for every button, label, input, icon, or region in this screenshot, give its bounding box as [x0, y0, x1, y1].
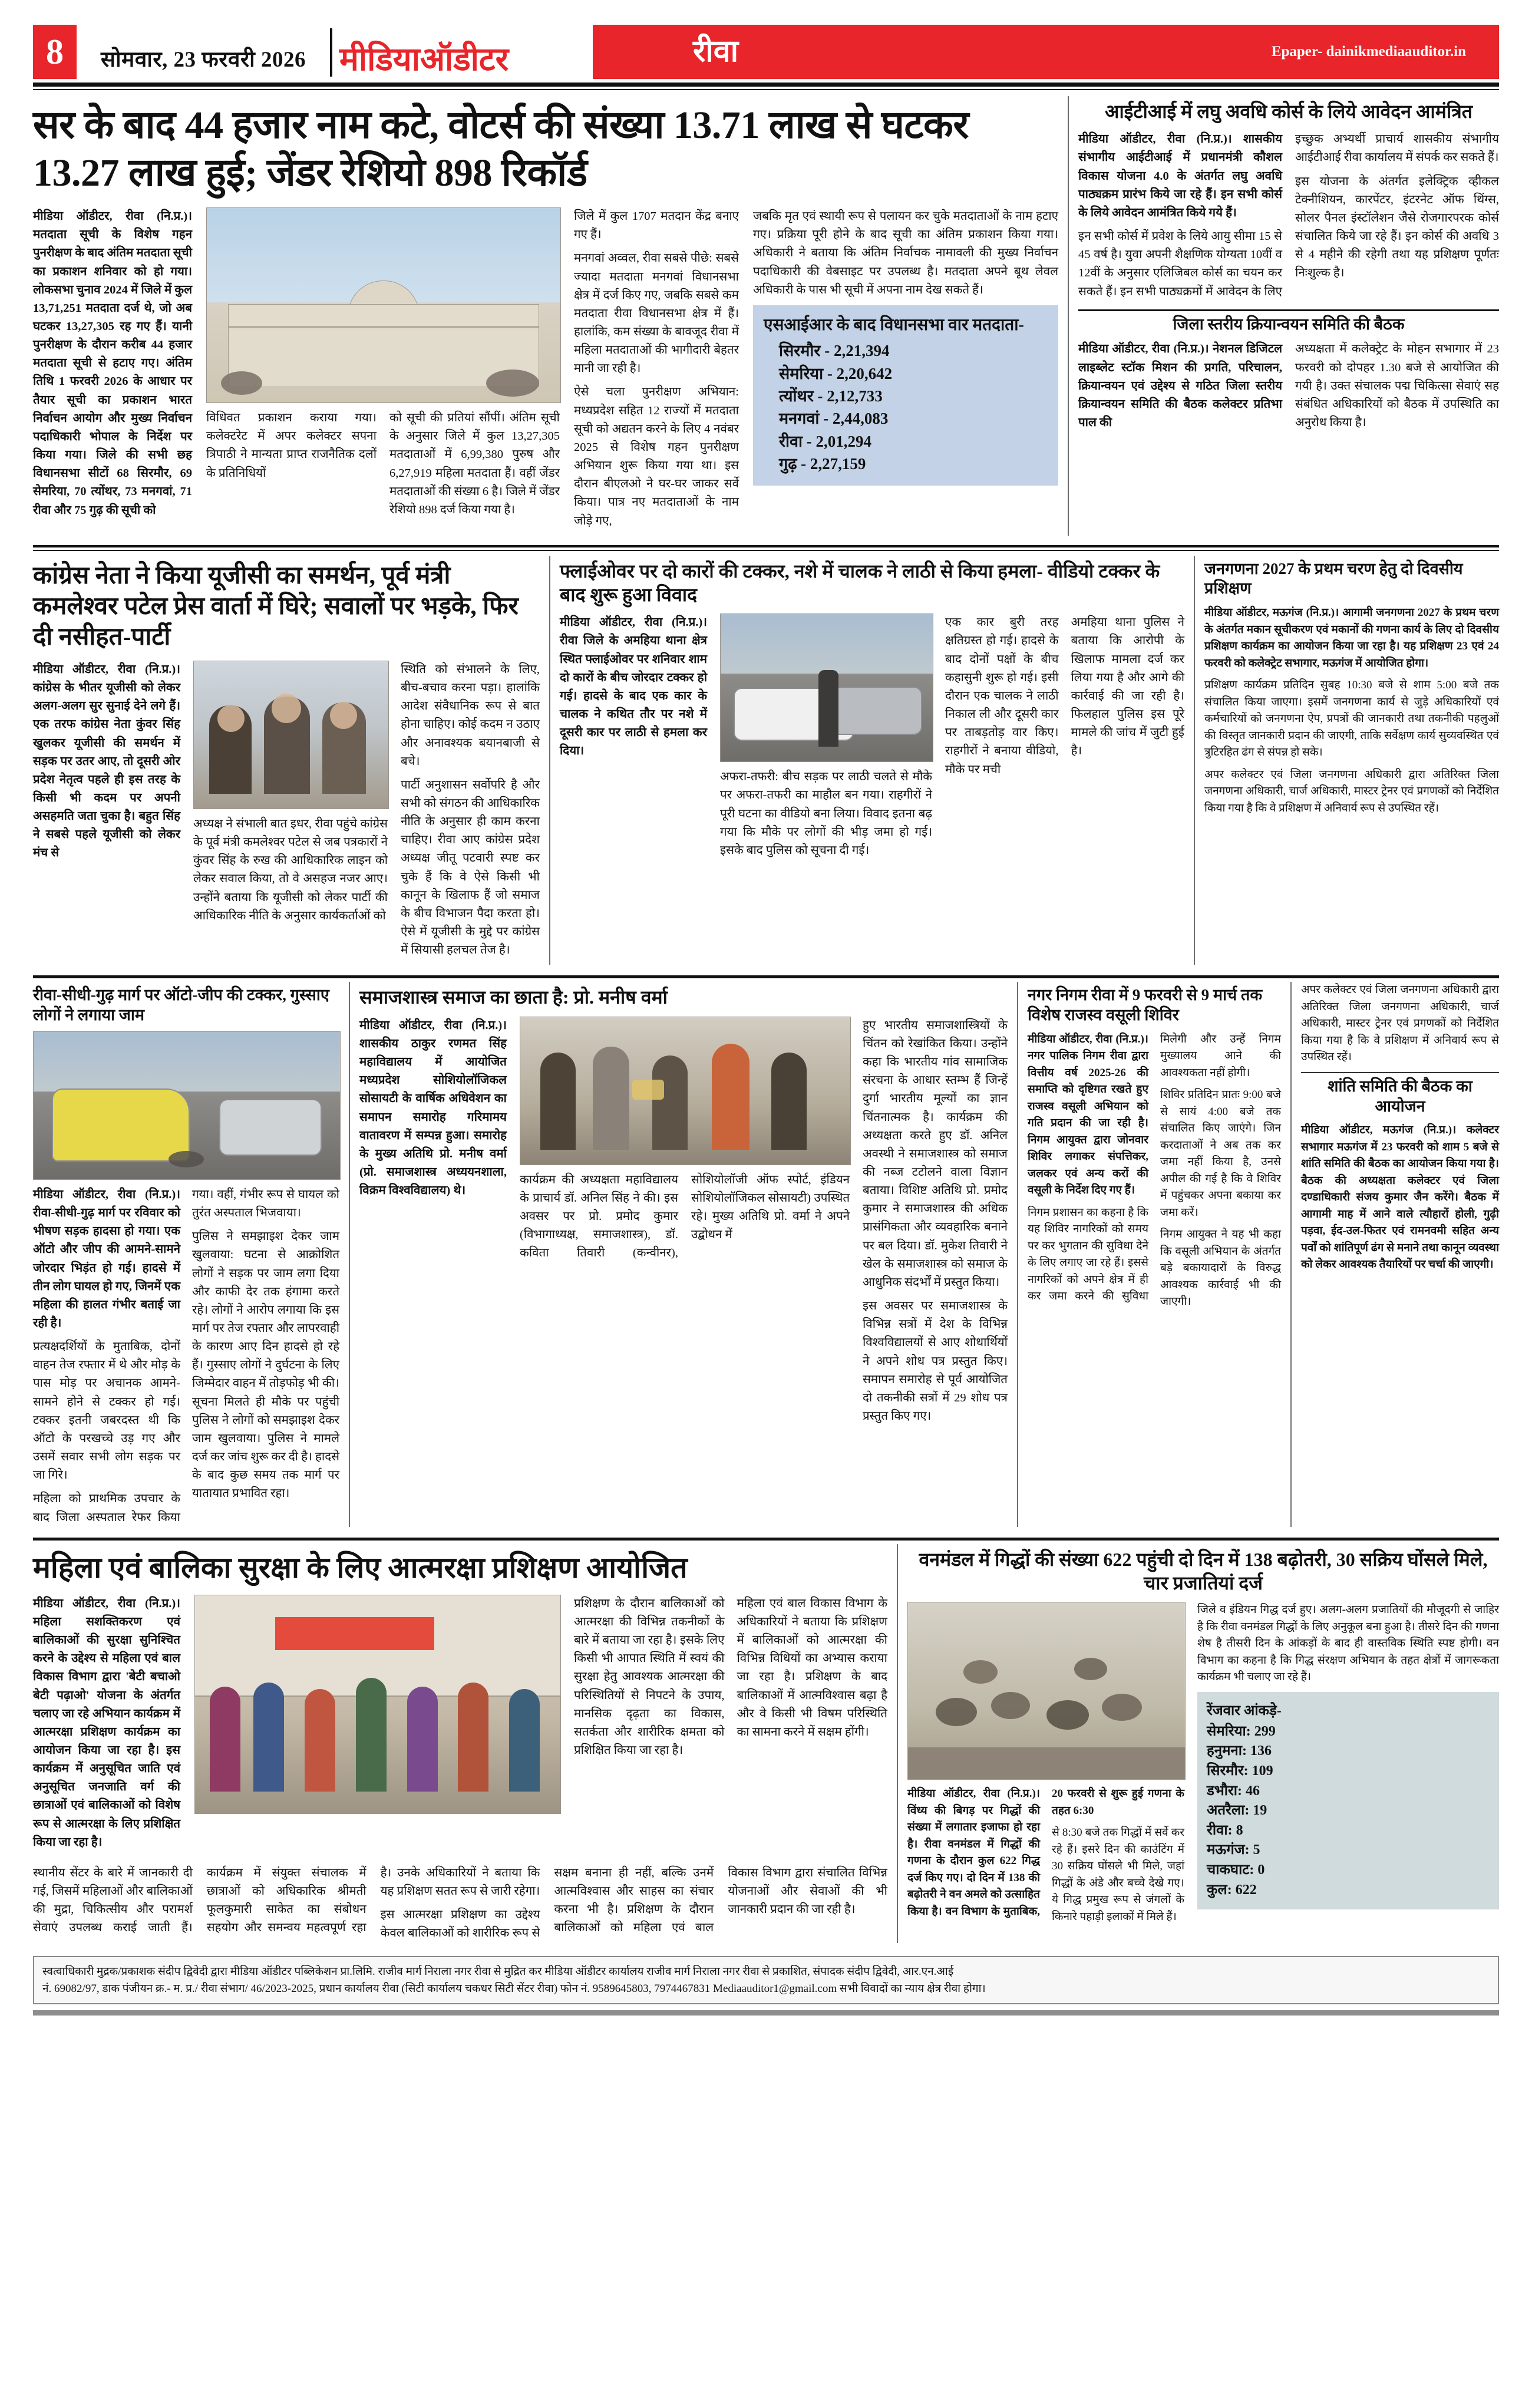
iti-headline: आईटीआई में लघु अवधि कोर्स के लिये आवेदन आमंत्रित	[1104, 101, 1473, 122]
autojeep-headline: रीवा-सीधी-गुढ़ मार्ग पर ऑटो-जीप की टक्कर, गुस्साए लोगों ने लगाया जाम	[33, 986, 329, 1024]
vulture-box-title: रेंजवार आंकड़े-	[1207, 1703, 1282, 1718]
iti-para-2: इस योजना के अंतर्गत इलेक्ट्रिक व्हीकल टेक्नीशियन, कारपेंटर, इंटरनेट ऑफ थिंग्स, सोलर पैनल इंस्टॉलेशन जैसे रोजगारपरक कोर्स संचालित किये जा रहे हैं। इन कोर्स की अवधि 3 से 4 महीने की रहेगी तथा यह प्रशिक्षण पूर्णतः निःशुल्क है।	[1295, 174, 1499, 280]
debris	[169, 1151, 204, 1167]
guest-2	[593, 1047, 629, 1150]
lead-para-1: विधिवत प्रकाशन कराया गया। कलेक्टरेट में अपर कलेक्टर सपना त्रिपाठी ने मान्यता प्राप्त राजनैतिक दलों के प्रतिनिधियों	[206, 411, 377, 480]
face-2	[272, 694, 301, 723]
sir-data-box	[753, 305, 1058, 486]
column-separator-4	[349, 982, 350, 1526]
sir-row-1: सेमरिया - 2,20,642	[779, 364, 893, 382]
congress-para-3: पार्टी अनुशासन सर्वोपरि है और सभी को संगठन की आधिकारिक नीति के अनुसार ही काम करना चाहिए। रीवा आए कांग्रेस प्रदेश अध्यक्ष जीतू पटवारी स्पष्ट कर चुके हैं कि वे ऐसे किसी भी कानून के खिलाफ हैं जो समाज के बीच विभाजन पैदा करता हो। ऐसे में यूजीसी के मुद्दे पर कांग्रेस में सियासी हलचल तेज है।	[401, 778, 540, 957]
vulture-para-2: जिले व इंडियन गिद्ध दर्ज हुए। अलग-अलग प्रजातियों की मौजूदगी से जाहिर है कि रीवा वनमंडल गिद्धों के लिए अनुकूल बना हुआ है। तीसरे दिन की गणना शेष है तीसरी दिन के आंकड़ों के बाद ही वास्तविक स्थिति स्पष्ट होगी। वन विभाग का कहना है कि गिद्ध संरक्षण अभियान के तहत क्षेत्रों में जागरूकता कार्यक्रम भी चलाए जा रहे हैं।	[1197, 1604, 1499, 1684]
vulture-row-2: सिरमौर: 109	[1207, 1763, 1273, 1779]
bystander	[818, 670, 838, 747]
committee-para-1: अध्यक्षता में कलेक्ट्रेट के मोहन सभागार में 23 फरवरी को दोपहर 1.30 बजे से आयोजित की गयी है। उक्त संचालक पद्म चिकित्सा सेवाएं सह संबंधित अधिकारियों को बैठक में उपस्थिति का अनुरोध किया है।	[1295, 342, 1499, 430]
selfdefense-bottom-cols	[33, 1864, 887, 1943]
selfdefense-headline: महिला एवं बालिका सुरक्षा के लिए आत्मरक्षा प्रशिक्षण आयोजित	[33, 1551, 688, 1584]
lead-story	[33, 96, 1058, 536]
face-3	[330, 702, 357, 729]
sir-row-0: सिरमौर - 2,21,394	[779, 342, 890, 360]
vulture-5	[963, 1660, 998, 1684]
census-body	[1204, 605, 1499, 817]
column-separator-7	[897, 1544, 898, 1943]
congress-col-2	[193, 815, 388, 925]
participant-6	[458, 1683, 488, 1792]
vulture-row-8: कुल: 622	[1207, 1882, 1257, 1898]
nagarnigam-para-3: निगम आयुक्त ने यह भी कहा कि वसूली अभियान के अंतर्गत बड़े बकायादारों के विरुद्ध आवश्यक कार्रवाई भी की जाएगी।	[1160, 1228, 1281, 1308]
sir-row-4: रीवा - 2,01,294	[779, 432, 872, 450]
vulture-row-3: डभौरा: 46	[1207, 1783, 1260, 1799]
column-separator-6	[1290, 982, 1292, 1526]
autojeep-story	[33, 982, 339, 1526]
sir-row-2: त्योंथर - 2,12,733	[779, 387, 883, 405]
sociology-col-3	[863, 1017, 1008, 1431]
guest-1	[540, 1053, 576, 1150]
banner	[275, 1617, 434, 1650]
vulture-para-0: मीडिया ऑडीटर, रीवा (नि.प्र.)। विंध्य की बिगड़ पर गिद्धों की संख्या में लगातार इजाफा हो रहा है। रीवा वनमंडल में गिद्धों की गणना के दौरान कुल 622 गिद्ध दर्ज किए गए। दो दिन में 138 की बढ़ोतरी ने वन अमले को उत्साहित किया है। वन विभाग के मुताबिक, 20 फरवरी से शुरू हुई गणना के तहत 6:30	[907, 1787, 1184, 1918]
face-1	[217, 705, 245, 732]
flyover-photo	[720, 613, 933, 762]
vulture-2	[991, 1692, 1030, 1719]
peace-committee-headline: शांति समिति की बैठक का आयोजन	[1328, 1077, 1472, 1115]
selfdefense-col-3	[574, 1595, 887, 1857]
column-separator-3	[1194, 556, 1195, 965]
census-continued	[1301, 982, 1499, 1066]
vulture-row-7: चाकघाट: 0	[1207, 1862, 1265, 1878]
selfdefense-col-1	[33, 1595, 180, 1857]
congress-para-0: मीडिया ऑडीटर, रीवा (नि.प्र.)। कांग्रेस के भीतर यूजीसी को लेकर अलग-अलग सुर सुनाई देने लगे हैं। एक तरफ कांग्रेस नेता कुंवर सिंह खुलकर यूजीसी की समर्थन में सड़क पर उतर आए, तो दूसरी ओर प्रदेश नेतृत्व पहले ही इस तरह के किसी भी कदम पर अपनी असहमति जता चुका है। बहुत सिंह ने सबसे पहले यूजीसी को लेकर मंच से	[33, 662, 180, 860]
congress-headline: कांग्रेस नेता ने किया यूजीसी का समर्थन, पूर्व मंत्री कमलेश्वर पटेल प्रेस वार्ता में घिरे; सवालों पर भड़के, फिर दी नसीहत-पार्टी	[33, 562, 519, 651]
census-para-1: प्रशिक्षण कार्यक्रम प्रतिदिन सुबह 10:30 बजे से शाम 5:00 बजे तक संचालित किया जाएगा। इसमें जनगणना कार्य से जुड़े अधिकारियों एवं कर्मचारियों को जनगणना ऐप, प्रपत्रों की जानकारी तथा तकनीकी पहलुओं की विस्तृत जानकारी प्रदान की जाएगी, ताकि सर्वेक्षण कार्य सुव्यवस्थित एवं त्रुटिरहित ढंग से संपन्न हो सके।	[1204, 679, 1499, 759]
masthead-divider	[330, 28, 332, 77]
vulture-body-right	[1197, 1602, 1499, 1686]
imprint-line-2: नं. 69082/97, डाक पंजीयन क्र.- म. प्र./ रीवा संभाग/ 46/2023-2025, प्रधान कार्यालय रीवा (सिटी कार्यालय चकधर सिटी सेंटर रीवा) फोन नं. 9589645803, 7974467831 Mediaauditor1@gmail.com सभी विवादों का न्याय क्षेत्र रीवा होगा।	[42, 1982, 986, 1995]
foreground-shrub-1	[221, 371, 262, 395]
autojeep-para-3: महिला को प्राथमिक उपचार के बाद जिला अस्पताल रेफर किया गया। वहीं, गंभीर रूप से घायल को तुरंत अस्पताल भिजवाया।	[33, 1187, 339, 1524]
participant-4	[356, 1678, 387, 1791]
vulture-data-box	[1197, 1692, 1499, 1909]
nagarnigam-para-1: निगम प्रशासन का कहना है कि यह शिविर नागरिकों को समय पर कर भुगतान की सुविधा देने के लिए लगाए जा रहे हैं। इससे नागरिकों को अपने क्षेत्र में ही कर जमा करने की सुविधा मिलेगी और उन्हें निगम मुख्यालय आने की आवश्यकता नहीं होगी।	[1028, 1033, 1281, 1303]
congress-photo	[193, 661, 389, 809]
foreground-shrub-2	[486, 370, 539, 397]
participant-5	[407, 1687, 438, 1792]
peace-committee-body	[1301, 1122, 1499, 1274]
lead-para-5: ऐसे चला पुनरीक्षण अभियान: मध्यप्रदेश सहित 12 राज्यों में मतदाता सूची को अद्यतन करने के लिए 4 नवंबर 2025 से विशेष गहन पुनरीक्षण अभियान शुरू किया गया था। इस दौरान बीएलओ ने घर-घर जाकर सर्वे किया। पात्र नए मतदाताओं के नाम जोड़े गए,	[574, 385, 739, 527]
band-rule-2	[33, 975, 1499, 978]
auto-yellow	[52, 1088, 190, 1162]
flyover-col-2	[720, 768, 932, 860]
page-number: 8	[33, 25, 77, 79]
iti-para-0: मीडिया ऑडीटर, रीवा (नि.प्र.)। शासकीय संभागीय आईटीआई में प्रधानमंत्री कौशल विकास योजना 4.0 के अंतर्गत लघु अवधि पाठ्यक्रम प्रारंभ किये जा रहे हैं। इन सभी कोर्स के लिये आवेदन आमंत्रित किये गये हैं।	[1078, 133, 1282, 219]
flyover-col-3	[945, 613, 1184, 865]
nagarnigam-story	[1028, 982, 1281, 1526]
jeep	[219, 1099, 322, 1156]
vulture-row-5: रीवा: 8	[1207, 1822, 1243, 1838]
committee-body	[1078, 340, 1499, 437]
congress-para-1: अध्यक्ष ने संभाली बात इधर, रीवा पहुंचे कांग्रेस के पूर्व मंत्री कमलेश्वर पटेल से जब पत्रकारों ने कुंवर सिंह के रुख की आधिकारिक लाइन को लेकर सवाल किया, तो वे असहज नजर आए। उन्होंने बताया कि यूजीसी को लेकर पार्टी की आधिकारिक नीति के अनुसार कार्यकर्ताओं को	[193, 817, 388, 922]
census-para-2: अपर कलेक्टर एवं जिला जनगणना अधिकारी द्वारा अतिरिक्त जिला जनगणना अधिकारी, चार्ज अधिकारी, मास्टर ट्रेनर एवं प्रगणकों को निर्देशित किया गया है कि वे प्रशिक्षण में अनिवार्य रूप से उपस्थित रहें।	[1204, 768, 1499, 814]
nagarnigam-para-0: मीडिया ऑडीटर, रीवा (नि.प्र.)। नगर पालिक निगम रीवा द्वारा वित्तीय वर्ष 2025-26 की समाप्ति को दृष्टिगत रखते हुए राजस्व वसूली अभियान को गति प्रदान की जा रही है। निगम आयुक्त द्वारा जोनवार शिविर लगाकर संपत्तिकर, जलकर एवं अन्य करों की वसूली के निर्देश दिए गए हैं।	[1028, 1033, 1148, 1197]
lead-para-6: जबकि मृत एवं स्थायी रूप से पलायन कर चुके मतदाताओं के नाम हटाए गए। प्रक्रिया पूरी होने के बाद सूची का अंतिम प्रकाशन किया गया। अधिकारी ने बताया कि अंतिम निर्वाचक नामावली की मुख्य निर्वाचन पदाधिकारी की वेबसाइट पर उपलब्ध है। मतदाता अपने बूथ लेवल अधिकारी के पास भी सूची में अपना नाम देख सकते हैं।	[753, 210, 1058, 296]
autojeep-para-1: प्रत्यक्षदर्शियों के मुताबिक, दोनों वाहन तेज रफ्तार में थे और मोड़ के पास मोड़ पर अचानक आमने-सामने होने से टक्कर हो गई। टक्कर इतनी जबरदस्त थी कि ऑटो के परखच्चे उड़ गए और उसमें सवार सभी लोग सड़क पर जा गिरे।	[33, 1340, 180, 1482]
sociology-col-2	[520, 1171, 850, 1263]
vulture-row-4: अतरैला: 19	[1207, 1803, 1267, 1819]
rule-iti-committee	[1078, 309, 1499, 311]
lead-para-0: मीडिया ऑडीटर, रीवा (नि.प्र.)। मतदाता सूची के विशेष गहन पुनरीक्षण के बाद अंतिम मतदाता सूची का प्रकाशन शनिवार को हो गया। लोकसभा चुनाव 2024 में जिले में कुल 13,71,251 मतदाता दर्ज थे, जो अब घटकर 13,27,305 रह गए हैं। यानी पुनरीक्षण के दौरान करीब 44 हजार मतदाता सूची से हटाए गए। अंतिम तिथि 1 फरवरी 2026 के आधार पर तैयार सूची का प्रकाशन भारत निर्वाचन आयोग और मुख्य निर्वाचन पदाधिकारी भोपाल के निर्देश पर किया गया। जिले की सभी छह विधानसभा सीटों 68 सिरमौर, 69 सेमरिया, 70 त्योंथर, 73 मनगवां, 71 रीवा और 75 गुढ़ की सूची को	[33, 210, 192, 517]
autojeep-para-0: मीडिया ऑडीटर, रीवा (नि.प्र.)। रीवा-सीधी-गुढ़ मार्ग पर रविवार को भीषण सड़क हादसा हो गया। एक ऑटो और जीप की आमने-सामने जोरदार भिड़ंत हो गई। हादसे में तीन लोग घायल हो गए, जिनमें एक महिला की हालत गंभीर बताई जा रही है।	[33, 1187, 180, 1330]
flyover-col-1	[560, 613, 707, 865]
flyover-headline: फ्लाईओवर पर दो कारों की टक्कर, नशे में चालक ने लाठी से किया हमला- वीडियो टक्कर के बाद शुरू हुआ विवाद	[560, 560, 1160, 605]
peace-para-0: मीडिया ऑडीटर, मऊगंज (नि.प्र.)। कलेक्टर सभागार मऊगंज में 23 फरवरी को शाम 5 बजे से शांति समिति की बैठक का आयोजन किया गया है। बैठक की अध्यक्षता कलेक्टर एवं जिला दण्डाधिकारी संजय कुमार जैन करेंगे। बैठक में आगामी माह में आने वाले त्यौहारों होली, गुढ़ी पड़वा, ईद-उल-फितर एवं रामनवमी सहित अन्य पर्वों को शांतिपूर्ण ढंग से मनाने तथा कानून व्यवस्था को लेकर आवश्यक तैयारियों पर चर्चा की जाएगी।	[1301, 1124, 1499, 1271]
vulture-6	[1074, 1658, 1107, 1680]
vulture-box-list	[1207, 1722, 1490, 1900]
imprint-footer	[33, 1956, 1499, 2005]
rock-ledge	[908, 1747, 1185, 1779]
band-three	[33, 982, 1499, 1526]
census-headline: जनगणना 2027 के प्रथम चरण हेतु दो दिवसीय प्रशिक्षण	[1204, 559, 1463, 598]
vulture-col-1	[907, 1786, 1184, 1925]
footer-bar	[33, 2010, 1499, 2016]
vulture-row-0: सेमरिया: 299	[1207, 1723, 1276, 1739]
census-story	[1204, 556, 1499, 965]
flyover-para-1: अफरा-तफरी: बीच सड़क पर लाठी चलते से मौके पर अफरा-तफरी का माहौल बन गया। राहगीरों ने पूरी घटना का वीडियो बना लिया। विवाद इतना बढ़ गया कि मौके पर लोगों की भीड़ जमा हो गई। इसके बाद पुलिस को सूचना दी गई।	[720, 770, 932, 857]
selfdefense-para-3: स्थानीय सेंटर के बारे में जानकारी दी गई, जिसमें महिलाओं और बालिकाओं की मुद्रा, चिकित्सीय और परामर्श सेवाएं उपलब्ध कराई जाती हैं। कार्यक्रम में संयुक्त संचालक में छात्राओं को अधिकारिक श्रीमती फूलकुमारी साकेत का संबोधन सहयोग और समन्वय महत्वपूर्ण रहा है। उनके अधिकारियों ने बताया कि यह प्रशिक्षण सतत रूप से जारी रहेगा।	[33, 1866, 540, 1935]
selfdefense-photo-col	[194, 1595, 560, 1857]
congress-col-3	[401, 661, 540, 965]
masthead	[33, 25, 1499, 79]
flyover-photo-col	[720, 613, 932, 865]
vulture-1	[936, 1698, 977, 1726]
flyover-para-3: अमहिया थाना पुलिस ने बताया कि आरोपी के खिलाफ मामला दर्ज कर लिया गया है और आगे की कार्रवाई की जा रही है। फिलहाल पुलिस इस पूरे मामले की जांच में जुटी हुई है।	[1071, 616, 1184, 758]
nagarnigam-body	[1028, 1031, 1281, 1311]
sociology-para-1: कार्यक्रम की अध्यक्षता महाविद्यालय के प्राचार्य डॉ. अनिल सिंह ने की। इस अवसर पर प्रो. प्रमोद कुमार (विभागाध्यक्ष, समाजशास्त्र), डॉ. कविता तिवारी (कन्वीनर), सोशियोलॉजी ऑफ स्पोर्ट, इंडियन सोशियोलॉजिकल सोसायटी) उपस्थित रहे। मुख्य अतिथि प्रो. वर्मा ने अपने उद्बोधन में	[520, 1173, 850, 1260]
census-para-2-cont: अपर कलेक्टर एवं जिला जनगणना अधिकारी द्वारा अतिरिक्त जिला जनगणना अधिकारी, चार्ज अधिकारी, मास्टर ट्रेनर एवं प्रगणकों को निर्देशित किया गया है कि वे प्रशिक्षण में अनिवार्य रूप से उपस्थित रहें।	[1301, 984, 1499, 1064]
publication-date: सोमवार, 23 फरवरी 2026	[101, 48, 306, 72]
vulture-col-2	[1197, 1602, 1499, 1925]
masthead-rule-thick	[33, 83, 1499, 87]
column-separator-1	[1068, 96, 1069, 536]
flyover-para-2: एक कार बुरी तरह क्षतिग्रस्त हो गई। हादसे के बाद दोनों पक्षों के बीच कहासुनी शुरू हो गई। इसी दौरान एक चालक ने लाठी निकाल ली और दूसरी कार पर ताबड़तोड़ वार किए। राहगीरों ने बनाया वीडियो, मौके पर मची	[945, 616, 1059, 776]
lead-col-4	[753, 207, 1058, 536]
sir-box-title: एसआईआर के बाद विधानसभा वार मतदाता-	[764, 315, 1024, 334]
band-lead	[33, 96, 1499, 536]
iti-body	[1078, 130, 1499, 301]
participant-3	[305, 1689, 335, 1792]
sociology-para-0: मीडिया ऑडीटर, रीवा (नि.प्र.)। शासकीय ठाकुर रणमत सिंह महाविद्यालय में आयोजित मध्यप्रदेश सोशियोलॉजिकल सोसायटी के वार्षिक अधिवेशन का समापन समारोह गरिमामय वातावरण में सम्पन्न हुआ। समारोह के मुख्य अतिथि प्रो. मनीष वर्मा (प्रो. समाजशास्त्र अध्ययनशाला, विक्रम विश्वविद्यालय) थे।	[359, 1018, 507, 1198]
flyover-story	[560, 556, 1184, 965]
sociology-col-1	[359, 1017, 507, 1431]
iti-para-1: इन सभी कोर्स में प्रवेश के लिये आयु सीमा 15 से 45 वर्ष है। युवा अपनी शैक्षणिक योग्यता 10वीं व 12वीं के अनुसार एलिजिबल कोर्स का चयन कर सकते हैं। इन सभी पाठ्यक्रमों में आवेदन के लिए इच्छुक अभ्यर्थी प्राचार्य शासकीय संभागीय आईटीआई रीवा कार्यालय में संपर्क कर सकते हैं।	[1078, 133, 1499, 298]
sociology-story	[359, 982, 1008, 1526]
sir-row-5: गुढ़ - 2,27,159	[779, 454, 866, 473]
congress-photo-col	[193, 661, 388, 965]
column-separator-2	[549, 556, 550, 965]
autojeep-photo	[33, 1031, 341, 1180]
congress-para-2: स्थिति को संभालने के लिए, बीच-बचाव करना पड़ा। हालांकि आदेश संवैधानिक रूप से बात होना चाहिए। कोई कदम न उठाए और अनावश्यक बयानबाजी से बचे।	[401, 662, 540, 768]
vulture-row-1: हनुमना: 136	[1207, 1743, 1272, 1759]
sociology-para-3: इस अवसर पर समाजशास्त्र के विभिन्न सत्रों में देश के विभिन्न विश्वविद्यालयों से आए शोधार्थियों ने अपने शोध पत्र प्रस्तुत किए। समापन समारोह से पूर्व आयोजित दो तकनीकी सत्रों में 29 शोध पत्र प्रस्तुत किए गए।	[863, 1299, 1008, 1423]
sociology-photo-col	[520, 1017, 850, 1431]
selfdefense-para-2: महिला एवं बाल विकास विभाग के अधिकारियों ने बताया कि प्रशिक्षण में बालिकाओं को आत्मरक्षा की विभिन्न विधियों का अभ्यास कराया जा रहा है। प्रशिक्षण के बाद बालिकाओं में आत्मविश्वास बढ़ा है और वे किसी भी विषम परिस्थिति का सामना करने में सक्षम होंगी।	[737, 1596, 887, 1739]
band-rule-3	[33, 1538, 1499, 1541]
vulture-story	[907, 1544, 1499, 1943]
congress-story	[33, 556, 540, 965]
right-rail-top	[1078, 96, 1499, 536]
committee-headline: जिला स्तरीय क्रियान्वयन समिति की बैठक	[1173, 315, 1405, 333]
sociology-para-2: हुए भारतीय समाजशास्त्रियों के चिंतन को रेखांकित किया। उन्होंने कहा कि भारतीय गांव सामाजिक संरचना के आधार स्तम्भ हैं जिन्हें दुर्गा भारतीय मूल्यों का ज्ञान चिंतनात्मक है। कार्यक्रम की अध्यक्षता करते हुए डॉ. अनिल अवस्थी ने समाजशास्त्र को समाज की नब्ज टटोलने वाला विज्ञान बताया। विशिष्ट अतिथि प्रो. प्रमोद कुमार ने समाजशास्त्र की अधिक प्रासंगिकता और व्यवहारिक बनाने पर बल दिया। डॉ. मुकेश तिवारी ने खेल के समाजशास्त्र को समाज के आधुनिक संदर्भों में प्रस्तुत किया।	[863, 1018, 1008, 1289]
edition-city: रीवा	[693, 35, 739, 68]
congress-col-1	[33, 661, 180, 965]
lead-col-4-text	[753, 207, 1058, 299]
band-two	[33, 556, 1499, 965]
column-separator-5	[1017, 982, 1018, 1526]
rule-peace	[1301, 1072, 1499, 1073]
committee-para-0: मीडिया ऑडीटर, रीवा (नि.प्र.)। नेशनल डिजिटल लाइब्लेट स्टॉक मिशन की प्रगति, परिचालन, क्रियान्वयन एवं उद्देश्य से गठित जिला स्तरीय क्रियान्वयन समिति की बैठक कलेक्टर प्रतिभा पाल की	[1078, 342, 1282, 430]
flyover-para-0: मीडिया ऑडीटर, रीवा (नि.प्र.)। रीवा जिले के अमहिया थाना क्षेत्र स्थित फ्लाईओवर पर शनिवार शाम दो कारों के बीच जोरदार टक्कर हो गई। हादसे के बाद एक कार के चालक ने कथित तौर पर नशे में दूसरी कार पर लाठी से हमला कर दिया।	[560, 616, 707, 758]
masthead-redbar	[593, 25, 1499, 79]
autojeep-para-2: पुलिस ने समझाइश देकर जाम खुलवाया: घटना से आक्रोशित लोगों ने सड़क पर जाम लगा दिया और काफी देर तक हंगामा करते रहे। लोगों ने आरोप लगाया कि इस मार्ग पर तेज रफ्तार और लापरवाही के कारण आए दिन हादसे हो रहे हैं। गुस्साए लोगों ने दुर्घटना के लिए जिम्मेदार वाहन में तोड़फोड़ भी की। सूचना मिलते ही मौके पर पहुंची पुलिस ने लोगों को समझाइश देकर जाम खुलवाया। पुलिस ने मामले दर्ज कर जांच शुरू कर दी है। हादसे के बाद कुछ समय तक मार्ग पर यातायात प्रभावित रहा।	[192, 1230, 339, 1500]
imprint-line-1: स्वत्वाधिकारी मुद्रक/प्रकाशक संदीप द्विवेदी द्वारा मीडिया ऑडीटर पब्लिकेशन प्रा.लिमि. राजीव मार्ग निराला नगर रीवा से मुद्रित कर मीडिया ऑडीटर कार्यालय राजीव मार्ग निराला नगर रीवा से प्रकाशित, संपादक संदीप द्विवेदी, आर.एन.आई	[42, 1965, 954, 1978]
lead-col-2	[206, 409, 560, 519]
vulture-para-1: से 8:30 बजे तक गिद्धों में सर्वे कर रहे हैं। इसरे दिन की काउंटिंग में 30 सक्रिय घोंसले भी मिले, जहां गिद्धों के अंडे और बच्चे देखे गए। ये गिद्ध प्रमुख रूप से जंगलों के किनारे पहाड़ी इलाकों में मिले हैं।	[1052, 1826, 1184, 1923]
lead-col-1	[33, 207, 192, 536]
masthead-rule-thin	[33, 89, 1499, 90]
selfdefense-para-4: इस आत्मरक्षा प्रशिक्षण का उद्देश्य केवल बालिकाओं को शारीरिक रूप से सक्षम बनाना ही नहीं, बल्कि उनमें आत्मविश्वास और साहस का संचार करना भी है। प्रशिक्षण के दौरान बालिकाओं को महिला एवं बाल विकास विभाग द्वारा संचालित विभिन्न योजनाओं और सेवाओं की भी जानकारी प्रदान की जा रही है।	[380, 1866, 887, 1940]
brand-logo: मीडियाऑडीटर	[339, 41, 509, 77]
vulture-headline: वनमंडल में गिद्धों की संख्या 622 पहुंची दो दिन में 138 बढ़ोतरी, 30 सक्रिय घोंसले मिले, चार प्रजातियां दर्ज	[919, 1548, 1488, 1594]
nagarnigam-headline: नगर निगम रीवा में 9 फरवरी से 9 मार्च तक विशेष राजस्व वसूली शिविर	[1028, 986, 1263, 1024]
sociology-headline: समाजशास्त्र समाज का छाता है: प्रो. मनीष वर्मा	[359, 987, 668, 1008]
lead-para-3: जिले में कुल 1707 मतदान केंद्र बनाए गए हैं।	[574, 210, 739, 242]
lead-photo-col	[206, 207, 560, 536]
selfdefense-story	[33, 1544, 887, 1943]
lead-col-3	[574, 207, 739, 536]
sociology-photo	[520, 1017, 851, 1165]
selfdefense-photo	[194, 1595, 561, 1814]
sir-box-list	[764, 339, 1048, 475]
selfdefense-para-1: प्रशिक्षण के दौरान बालिकाओं को आत्मरक्षा की विभिन्न तकनीकों के बारे में बताया जा रहा है। इसके लिए किसी भी आपात स्थिति में स्वयं की सुरक्षा हेतु आवश्यक आत्मरक्षा की परिस्थितियों से निपटने के उपाय, मानसिक दृढ़ता का विकास, सतर्कता और शारीरिक क्षमता को प्रशिक्षित किया जा रहा है।	[574, 1596, 725, 1757]
nagarnigam-para-2: शिविर प्रतिदिन प्रातः 9:00 बजे से सायं 4:00 बजे तक संचालित किए जाएंगे। जिन करदाताओं ने अब तक कर जमा नहीं किया है, उनसे अपील की गई है कि वे शिविर में पहुंचकर अपना बकाया कर जमा करें।	[1160, 1088, 1281, 1219]
census-para-0: मीडिया ऑडीटर, मऊगंज (नि.प्र.)। आगामी जनगणना 2027 के प्रथम चरण के अंतर्गत मकान सूचीकरण एवं मकानों की गणना कार्य के लिए दो दिवसीय प्रशिक्षण कार्यक्रम का आयोजन किया जा रहा है। यह प्रशिक्षण 23 एवं 24 फरवरी को कलेक्ट्रेट सभागार, मऊगंज में आयोजित होगा।	[1204, 606, 1499, 669]
right-rail-mid	[1301, 982, 1499, 1526]
lead-para-4: मनगवां अव्वल, रीवा सबसे पीछे: सबसे ज्यादा मतदाता मनगवां विधानसभा क्षेत्र में दर्ज किए गए, जबकि सबसे कम मतदाता रीवा विधानसभा क्षेत्र में हैं। हालांकि, कम संख्या के बावजूद रीवा में महिला मतदाताओं की भागीदारी बेहतर मानी जा रही है।	[574, 252, 739, 375]
guest-4	[712, 1044, 750, 1150]
guest-3	[652, 1055, 688, 1150]
memento	[632, 1080, 664, 1100]
guest-5	[771, 1053, 807, 1150]
band-rule-1	[33, 545, 1499, 551]
band-four	[33, 1544, 1499, 1943]
lead-para-2: को सूची की प्रतियां सौंपीं। अंतिम सूची के अनुसार जिले में कुल 13,27,305 मतदाताओं में 6,99,380 पुरुष और 6,27,919 महिला मतदाता हैं। वहीं जेंडर मतदाताओं की संख्या 6 है। जिले में जेंडर रेशियो 898 दर्ज किया गया है।	[389, 411, 560, 516]
vulture-row-6: मऊगंज: 5	[1207, 1842, 1260, 1858]
epaper-url: Epaper- dainikmediaauditor.in	[1271, 44, 1466, 60]
lead-headline: सर के बाद 44 हजार नाम कटे, वोटर्स की संख्या 13.71 लाख से घटकर 13.27 लाख हुई; जेंडर रेशियो 898 रिकॉर्ड	[33, 104, 969, 194]
autojeep-body	[33, 1186, 339, 1527]
vulture-photo-col	[907, 1602, 1184, 1925]
vulture-3	[1046, 1700, 1089, 1730]
participant-1	[210, 1687, 240, 1792]
sir-row-3: मनगवां - 2,44,083	[779, 410, 889, 428]
participant-7	[509, 1689, 540, 1792]
participant-2	[253, 1683, 284, 1792]
vulture-photo	[907, 1602, 1186, 1780]
lead-photo	[206, 207, 561, 403]
vulture-4	[1102, 1694, 1142, 1721]
selfdefense-para-0: मीडिया ऑडीटर, रीवा (नि.प्र.)। महिला सशक्तिकरण एवं बालिकाओं की सुरक्षा सुनिश्चित करने के उद्देश्य से महिला एवं बाल विकास विभाग द्वारा 'बेटी बचाओ बेटी पढ़ाओ' योजना के अंतर्गत चलाए जा रहे अभियान कार्यक्रम में आत्मरक्षा प्रशिक्षण कार्यक्रम का आयोजन किया जा रहा है। इस कार्यक्रम में अनुसूचित जाति एवं अनुसूचित जनजाति वर्ग की छात्राओं एवं बालिकाओं को विशेष रूप से आत्मरक्षा के लिए प्रशिक्षित किया जा रहा है।	[33, 1596, 180, 1849]
